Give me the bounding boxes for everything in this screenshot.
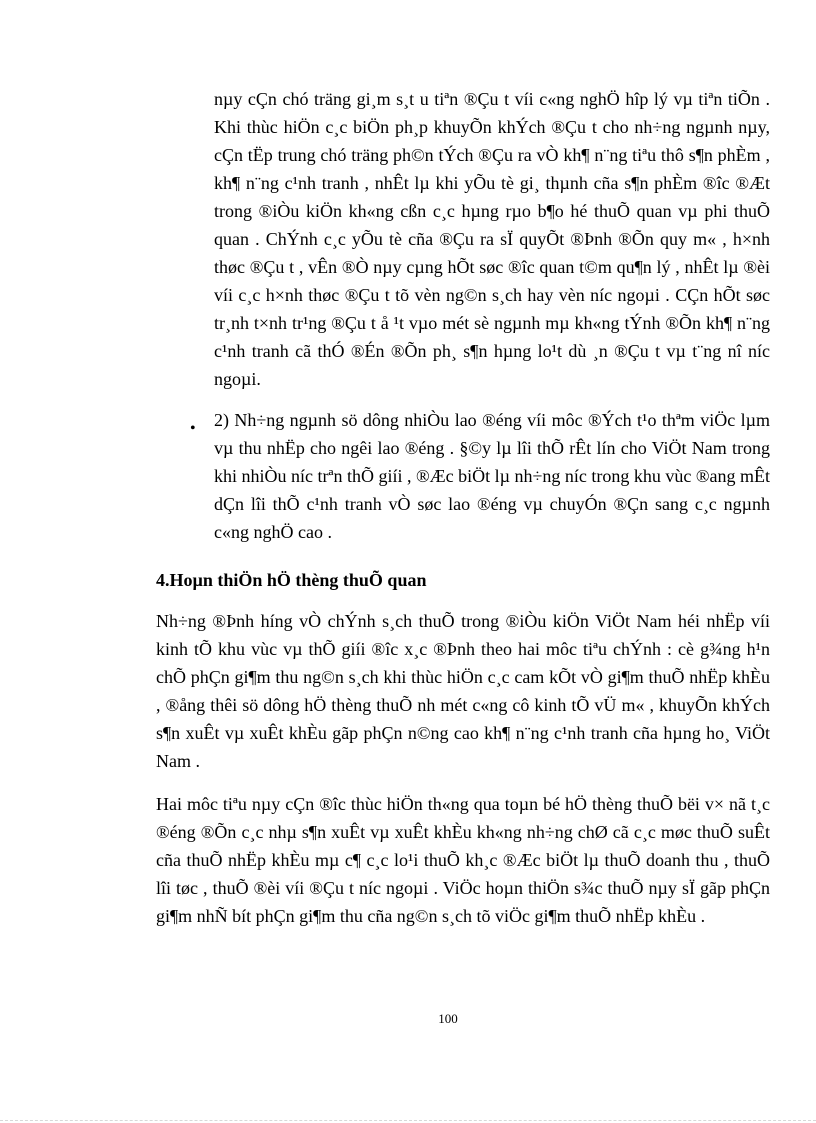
body-paragraph-tax-policy: Nh÷ng ®Þnh híng vÒ chÝnh s¸ch thuÕ trong ®iÒu kiÖn ViÖt Nam héi nhËp víi kinh tÕ khu vùc vµ thÕ giíi ®îc x¸c ®Þnh theo hai môc tiªu chÝnh : cè g¾ng h¹n chÕ phÇn gi¶m thu ng©n s¸ch khi thùc hiÖn c¸c cam kÕt vÒ gi¶m thuÕ nhËp khÈu , ®ång thêi sö dông hÖ thèng thuÕ nh mét c«ng cô kinh tÕ vÜ m« , khuyÕn khÝch s¶n xuÊt vµ xuÊt khÈu gãp phÇn n©ng cao kh¶ n¨ng c¹nh tranh cña hµng ho¸ ViÖt Nam .	[156, 611, 770, 771]
bullet-paragraph-labor-industries: 2) Nh÷ng ngµnh sö dông nhiÒu lao ®éng víi môc ®Ých t¹o thªm viÖc lµm vµ thu nhËp cho ngêi lao ®éng . §©y lµ lîi thÕ rÊt lín cho ViÖt Nam trong khi nhiÒu níc trªn thÕ giíi , ®Æc biÖt lµ nh÷ng níc trong khu vùc ®ang mÊt dÇn lîi thÕ c¹nh tranh vÒ søc lao ®éng vµ chuyÓn ®Çn sang c¸c ngµnh c«ng nghÖ cao .	[214, 410, 771, 542]
page-number: 100	[438, 1011, 458, 1026]
section-heading: 4.Hoµn thiÖn hÖ thèng thuÕ quan	[156, 570, 427, 590]
body-paragraph-tax-system: Hai môc tiªu nµy cÇn ®îc thùc hiÖn th«ng qua toµn bé hÖ thèng thuÕ bëi v× nã t¸c ®éng ®Õn c¸c nhµ s¶n xuÊt vµ xuÊt khÈu kh«ng nh÷ng chØ cã c¸c møc thuÕ suÊt cña thuÕ nhËp khÈu mµ c¶ c¸c lo¹i thuÕ kh¸c ®Æc biÖt lµ thuÕ doanh thu , thuÕ lîi tøc , thuÕ ®èi víi ®Çu t níc ngoµi . ViÖc hoµn thiÖn s¾c thuÕ nµy sÏ gãp phÇn gi¶m nhÑ bít phÇn gi¶m thu cña ng©n s¸ch tõ viÖc gi¶m thuÕ nhËp khÈu .	[156, 794, 770, 926]
body-paragraph-continued: nµy cÇn chó träng gi¸m s¸t u tiªn ®Çu t víi c«ng nghÖ hîp lý vµ tiªn tiÕn . Khi thùc hiÖn c¸c biÖn ph¸p khuyÕn khÝch ®Çu t cho nh÷ng ngµnh nµy, cÇn tËp trung chó träng ph©n tÝch ®Çu ra vÒ kh¶ n¨ng tiªu thô s¶n phÈm , kh¶ n¨ng c¹nh tranh , nhÊt lµ khi yÕu tè gi¸ thµnh cña s¶n phÈm ®îc ®Æt trong ®iÒu kiÖn kh«ng cßn c¸c hµng rµo b¶o hé thuÕ quan vµ phi thuÕ quan . ChÝnh c¸c yÕu tè cña ®Çu ra sÏ quyÕt ®Þnh ®Õn quy m« , h×nh thøc ®Çu t , vÊn ®Ò nµy cµng hÕt søc ®îc quan t©m qu¶n lý , nhÊt lµ ®èi víi c¸c h×nh thøc ®Çu t tõ vèn ng©n s¸ch hay vèn níc ngoµi . CÇn hÕt søc tr¸nh t×nh tr¹ng ®Çu t å ¹t vµo mét sè ngµnh mµ kh«ng tÝnh ®Õn kh¶ n¨ng c¹nh tranh cã thÓ ®Én ®Õn ph¸ s¶n hµng lo¹t dù ¸n ®Çu t vµ t¨ng nî níc ngoµi.	[214, 89, 770, 389]
page-edge-divider	[0, 1120, 816, 1121]
bullet-point: •	[190, 420, 196, 437]
